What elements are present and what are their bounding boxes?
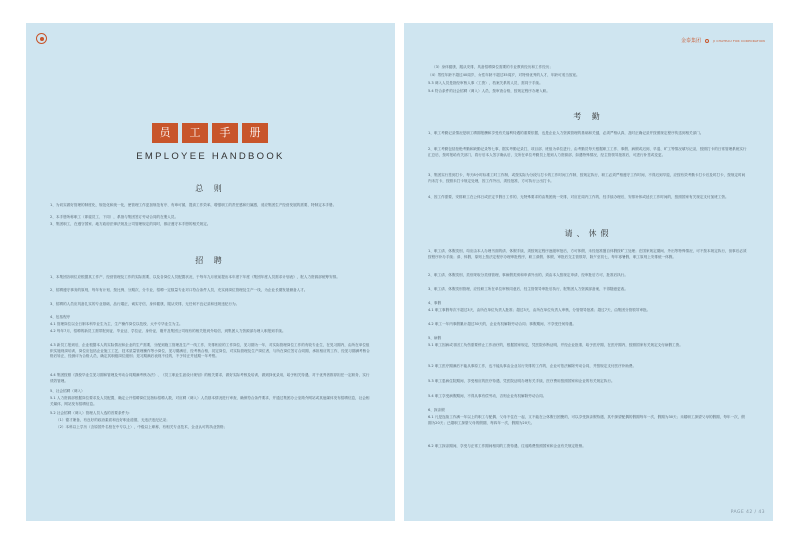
handbook-english-title: EMPLOYEE HANDBOOK xyxy=(136,151,285,162)
page-number: PAGE 42 / 43 xyxy=(730,510,765,515)
top-para-1: （3）身体健康，服从安排，具备招聘岗位需要的专业教育经历和工作经历； xyxy=(432,65,553,69)
recruit-para-7: 4.3 新员工报到后，企业根据本人的实际情况和企业的生产需要，分配到施工管理及生产一线工作，安排相应的工作岗位，见习期为一年，对实际管理岗位工作的有较专业生，在见习期内，由所在单位组织实施现岗培训，岗位应包括企业施工工艺，技术质量管理操作等小岗位，见习期满后，经考核合格，初定岗位，对实际管理及生产岗位者，与所在岗位签订合同期，承担相应的工作，经见习期满考核合格后转正，经测评为合格人员，确定其职级岗位级别；见习期满后表现不佳的，不予转正并延期一年考察。 xyxy=(50,343,370,359)
top-para-3: 5.3 调入人员是指经审核人事（工资），档案关系的人员，需同于手续。 xyxy=(428,81,543,85)
recruit-para-4: 4、包括程序 xyxy=(50,315,71,319)
leave-para-8: 5.1 职工因病或非因工负伤需要停止工作治疗的，根据国家规定，凭医院诊断证明，并经企业批准，给予医疗期，在医疗期内，按照国家有关规定支付病假工资。 xyxy=(428,343,683,347)
section-title-general: 总 则 xyxy=(195,184,226,193)
recruit-para-5: 4.1 管理岗位以全日制本科毕业生为主，生产操作岗位以技校、大中专毕业生为主。 xyxy=(50,322,183,326)
recruit-para-11: 5.2 社会招聘（调入）管理人员入选的首要条件为： xyxy=(50,411,133,415)
handbook-char: 手 xyxy=(212,123,238,143)
brand-header xyxy=(681,37,765,44)
brand-name-cn: 金泰集团 xyxy=(681,38,702,44)
recruit-para-13: （2）本科以上学历（含原国外名校在中专以上），中级以上职称，有相关专业技术，企业认可的执业资格； xyxy=(56,425,228,429)
leave-para-4: 4、事假 xyxy=(428,301,442,305)
section-title-attendance: 考 勤 xyxy=(573,112,604,121)
leave-para-2: 2、职工请、休假类别，类别采取分类别管理，事病假类别和申请外出的，须由本人按规定申请，经审批后方可，批准后执行。 xyxy=(428,273,628,277)
handbook-char: 员 xyxy=(152,123,178,143)
recruit-para-8: 4.4 集团按照《我校毕业生见习期和管理及劳动合同期满考核办法》、《员工职业生涯设计规划》的相关要求，做好实际考核及培训，做到择优录用，给予相关待遇，对于优秀者推荐担任一定职务，实行绩效管理。 xyxy=(50,373,370,383)
brand-logo-icon xyxy=(705,39,709,43)
section-title-recruit: 招 聘 xyxy=(195,256,226,265)
handbook-char: 工 xyxy=(182,123,208,143)
handbook-char: 册 xyxy=(242,123,268,143)
attendance-para-3: 3、集团实行签到打卡，每天8小时标准工时工作制，或按实际为分段与打卡的工作时间工作制，按规定执行，职工必须严格遵守工作时间，不得迟到早退，应按有效考勤卡打卡后及时打卡，按规定时间内未打卡，按照未打卡规定处理，因工作外出，须经批准，方可执行公出打卡。 xyxy=(428,173,746,183)
top-para-4: 5.4 符合条件的社会招聘（调入）人员，按审查合格，按规定程序办理入职。 xyxy=(428,89,550,93)
leave-para-10: 5.3 职工患病住院期间，享受相应的医疗待遇，凭医院证明办理有关手续，医疗费用按照国家和企业的有关规定执行。 xyxy=(428,379,615,383)
recruit-para-6: 4.2 每年7月，招聘的新员工需带报到证、毕业证、学位证、身份证，刚并及集团公司现有的相关报到介绍信，到集团人力资源部办理入职报到手续。 xyxy=(50,329,286,333)
leave-para-11: 5.4 职工享受病假期间，不得从事有偿劳动，否则企业有权解除劳动合同。 xyxy=(428,394,547,398)
recruit-para-10: 5.1 人力资源部根据岗位要求及人员配置，确定公开招聘岗位及指标招聘人数，对应聘（调入）人员基本情况进行审查，确保符合条件要求，并通过集团办公室简介网站或其他媒体发布招聘信息，社会相关媒体，网站发布招聘信息。 xyxy=(50,396,370,406)
attendance-para-1: 1、职工考勤记录情况是职工聘期报酬和享受有关福利待遇的重要依据，也是企业人力资源管理的基础和关键，必须严格认真，及时正确记录并按照规定程序传送到相关部门。 xyxy=(428,131,704,135)
attendance-para-2: 2、职工考勤包括拒绝考勤和缺勤记录等七事，据实考勤记录打，项目部、班组为单位进行，由考勤员每天根据职工工作、事假、病假或迟到、早退、旷工等情况填写记录，按照打卡的日常管理系统实行汇总后，按时报给有关部门，将行后本人签字确认后，交所在单位考勤员上报到人力资源部，如遇特殊情况，经主管领导批准后，可进行补签或变更。 xyxy=(428,147,747,157)
leave-para-3: 3、职工请、休假类别管理，应经职工所在单位审核同意后，经主管领导审批后执行，报集团人力资源部备案，不得随意更改。 xyxy=(428,287,628,291)
general-para-1: 1、为切实做好管理的制度化、规范化和统一化，使管理工作更加规范有序、有章可循，提高工作效率，增强职工的责任感和归属感，适应集团生产经营发展的需要，特制定本手册。 xyxy=(50,203,337,207)
top-para-2: （4）男性年龄不超过40周岁，女性年龄不超过35周岁，对特别优秀的人才，年龄可适当放宽。 xyxy=(428,73,580,77)
recruit-para-1: 1、本集团各职位应根据其工作产、经营管理及工作的实际需要，以及各岗位人员配置状况，于每年九月底前提出本年度下年度《集团年度人员需求计划表》，报人力资源部统筹安排。 xyxy=(50,275,340,279)
recruit-para-2: 2、招聘遵守事务的原则，每年有计划、按比例、分期次、分专业，招聘一定数量专业对口符合条件人员，充实到岗位管理及生产一线，为企业长期发展储备人才。 xyxy=(50,288,308,292)
section-title-leave: 请、休假 xyxy=(564,229,613,238)
leave-para-14: 6.2 职工探亲期间，享受与正常工作期间相同的工资待遇，往返路费按照国家和企业有关规定报销。 xyxy=(428,444,586,448)
general-para-2: 2、本手册所称职工（即雇员工、下同），系指与集团签订劳动合同的在册人员。 xyxy=(50,215,179,219)
recruit-para-12: （1）德才兼备，有良好的政治素质和良好职业道德，无违法违纪记录； xyxy=(56,418,170,422)
leave-para-5: 4.1 职工事假每次不超过3天，由所在单位负责人批准；超过3天，由所在单位负责人审核，分管领导批准；超过7天，由集团分管领导审批。 xyxy=(428,308,651,312)
leave-para-12: 6、探亲假 xyxy=(428,408,445,412)
leave-para-13: 6.1 凡是连续工作满一年以上的职工与配偶、父母不住在一起，又不能在公休假日团聚的，可以享受探亲假待遇，其中探望配偶的假期每年一次，假期为30天；未婚职工探望父母的假期，每年一次，假期为20天；已婚职工探望父母的假期，每四年一次，假期为20天。 xyxy=(428,415,745,425)
recruit-para-3: 3、招聘的人员应具备扎实的专业基础，品行端正，诚实守信，身体健康，服从安排，无任何不良记录和违规违纪行为。 xyxy=(50,302,240,306)
leave-para-6: 4.2 职工一年内事假累计超过30天的，企业有权解除劳动合同；事假期间，不享受任何待遇。 xyxy=(428,322,576,326)
handbook-title-banner xyxy=(152,123,268,143)
recruit-para-9: 5、社会招聘（调入） xyxy=(50,389,85,393)
leave-para-7: 5、病假 xyxy=(428,336,442,340)
brand-name-en: JI CHATEAU FOR CORPORATION xyxy=(713,38,765,43)
left-page xyxy=(26,23,395,521)
leave-para-9: 5.2 职工医疗期满后不能从事原工作，也不能从事由企业另行安排的工作的，企业可依法解除劳动合同，并按规定支付医疗补助费。 xyxy=(428,364,637,368)
leave-para-1: 1、职工请、休假类别，均应由本人办理书面的请、休假手续，须按规定程序逐级审批后，方可休假，未经批准擅自休假按旷工处理；在国家规定期间、外出等特殊情况，可不按本规定执行，但事后必须按程序补办手续；请、休假，原则上按法定程序办理审批程序，职工请假、休假，审批后交主管领导，除夕至初七，每年寒暑假，职工原则上安排统一休假。 xyxy=(428,249,747,259)
attendance-para-4: 4、因工作需要，安排职工在公休日或法定节假日工作的，无特殊要求的由集团统一安排，对应在周内工作的，经手续办理后，安排补休或延长工作时间的，按照国家有关规定支付加班工资。 xyxy=(428,195,729,199)
general-para-3: 3、集团职工，在遵守国家、地方政府法律法规及公司管理规定的同时，都应遵守本手册的相关规定。 xyxy=(50,222,211,226)
right-page xyxy=(404,23,773,521)
company-logo-icon xyxy=(36,33,47,44)
